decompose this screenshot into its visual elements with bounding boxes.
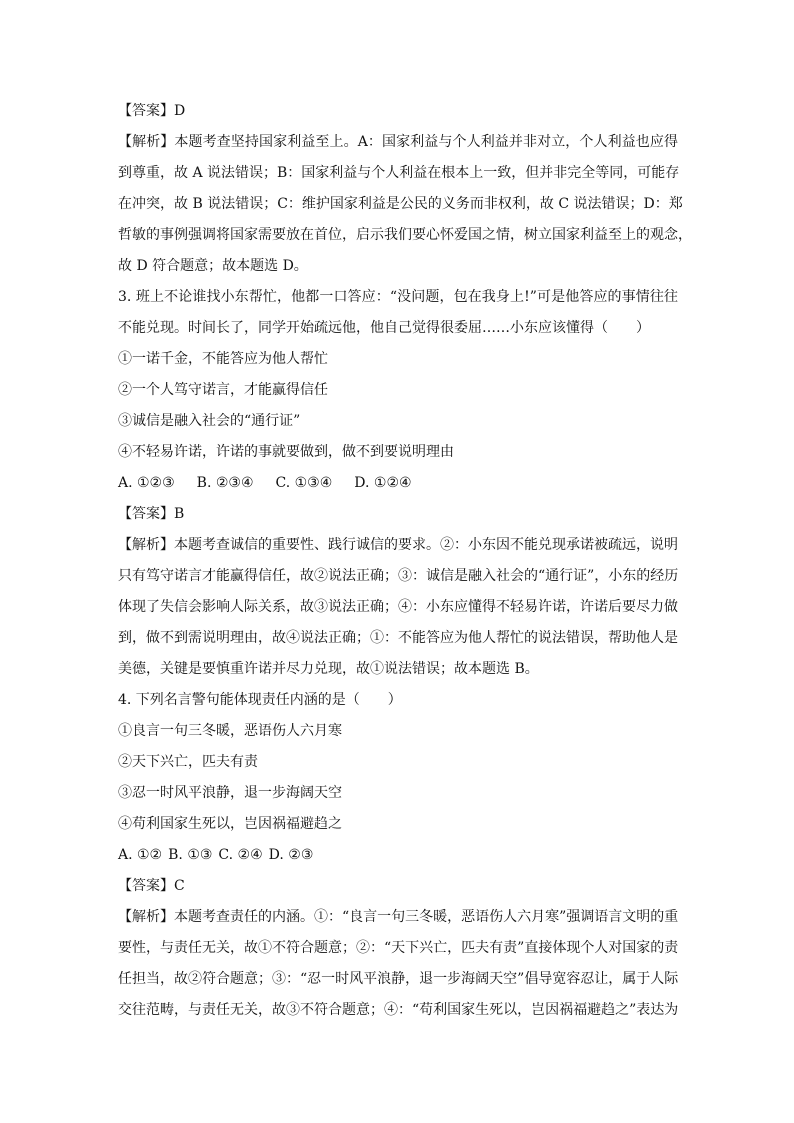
answer-options xyxy=(118,840,319,871)
analysis-line: 【解析】本题考查责任的内涵。①：“良言一句三冬暖，恶语伤人六月寒”强调语言文明的重 xyxy=(118,909,679,925)
analysis-line: 故 D 符合题意；故本题选 D。 xyxy=(118,258,308,274)
answer-label: 【答案】D xyxy=(118,103,186,119)
analysis-line: 在冲突，故 B 说法错误；C：维护国家利益是公民的义务而非权利，故 C 说法错误；D：郑 xyxy=(118,196,683,212)
choice-statement: ④不轻易许诺，许诺的事就要做到，做不到要说明理由 xyxy=(118,444,454,460)
choice-statement: ③忍一时风平浪静，退一步海阔天空 xyxy=(118,785,342,801)
analysis-line: 【解析】本题考查坚持国家利益至上。A：国家利益与个人利益并非对立，个人利益也应得 xyxy=(118,134,678,150)
choice-statement: ③诚信是融入社会的“通行证” xyxy=(118,413,301,429)
option-2: C. ①③④ xyxy=(275,475,333,491)
analysis-line: 交往范畴，与责任无关，故③不符合题意；④：“苟利国家生死以，岂因祸福避趋之”表达为 xyxy=(118,1002,679,1018)
question-line: 4. 下列名言警句能体现责任内涵的是（ ） xyxy=(118,692,402,708)
choice-statement: ①良言一句三冬暖，恶语伤人六月寒 xyxy=(118,723,342,739)
question-line: 不能兑现。时间长了，同学开始疏远他，他自己觉得很委屈……小东应该懂得（ ） xyxy=(118,320,650,336)
analysis-line: 任担当，故②符合题意；③：“忍一时风平浪静，退一步海阔天空”倡导宽容忍让，属于人际 xyxy=(118,971,679,987)
analysis-line: 体现了失信会影响人际关系，故③说法正确；④：小东应懂得不轻易许诺，许诺后要尽力做 xyxy=(118,599,678,615)
question-line: 3. 班上不论谁找小东帮忙，他都一口答应：“没问题，包在我身上!”可是他答应的事情往往 xyxy=(118,289,678,305)
analysis-line: 到，做不到需说明理由，故④说法正确；①：不能答应为他人帮忙的说法错误，帮助他人是 xyxy=(118,630,678,646)
choice-statement: ④苟利国家生死以，岂因祸福避趋之 xyxy=(118,816,342,832)
answer-label: 【答案】B xyxy=(118,506,185,522)
choice-statement: ①一诺千金，不能答应为他人帮忙 xyxy=(118,351,328,367)
analysis-line: 到尊重，故 A 说法错误；B：国家利益与个人利益在根本上一致，但并非完全等同，可能存 xyxy=(118,165,680,181)
choice-statement: ②天下兴亡，匹夫有责 xyxy=(118,754,258,770)
choice-statement: ②一个人笃守诺言，才能赢得信任 xyxy=(118,382,328,398)
answer-options xyxy=(118,468,434,499)
option-0: A. ①② xyxy=(118,847,163,863)
analysis-line: 只有笃守诺言才能赢得信任，故②说法正确；③：诚信是融入社会的“通行证”，小东的经历 xyxy=(118,568,679,584)
option-2: C. ②④ xyxy=(218,847,263,863)
analysis-line: 哲敏的事例强调将国家需要放在首位，启示我们要心怀爱国之情，树立国家利益至上的观念， xyxy=(118,227,692,243)
answer-label: 【答案】C xyxy=(118,878,185,894)
option-3: D. ②③ xyxy=(268,847,314,863)
analysis-line: 【解析】本题考查诚信的重要性、践行诚信的要求。②：小东因不能兑现承诺被疏远，说明 xyxy=(118,537,678,553)
option-1: B. ②③④ xyxy=(196,475,254,491)
option-1: B. ①③ xyxy=(168,847,213,863)
analysis-line: 美德，关键是要慎重许诺并尽力兑现，故①说法错误；故本题选 B。 xyxy=(118,661,539,677)
option-3: D. ①②④ xyxy=(354,475,412,491)
option-0: A. ①②③ xyxy=(118,475,175,491)
analysis-line: 要性，与责任无关，故①不符合题意；②：“天下兴亡，匹夫有责”直接体现个人对国家的责 xyxy=(118,940,679,956)
